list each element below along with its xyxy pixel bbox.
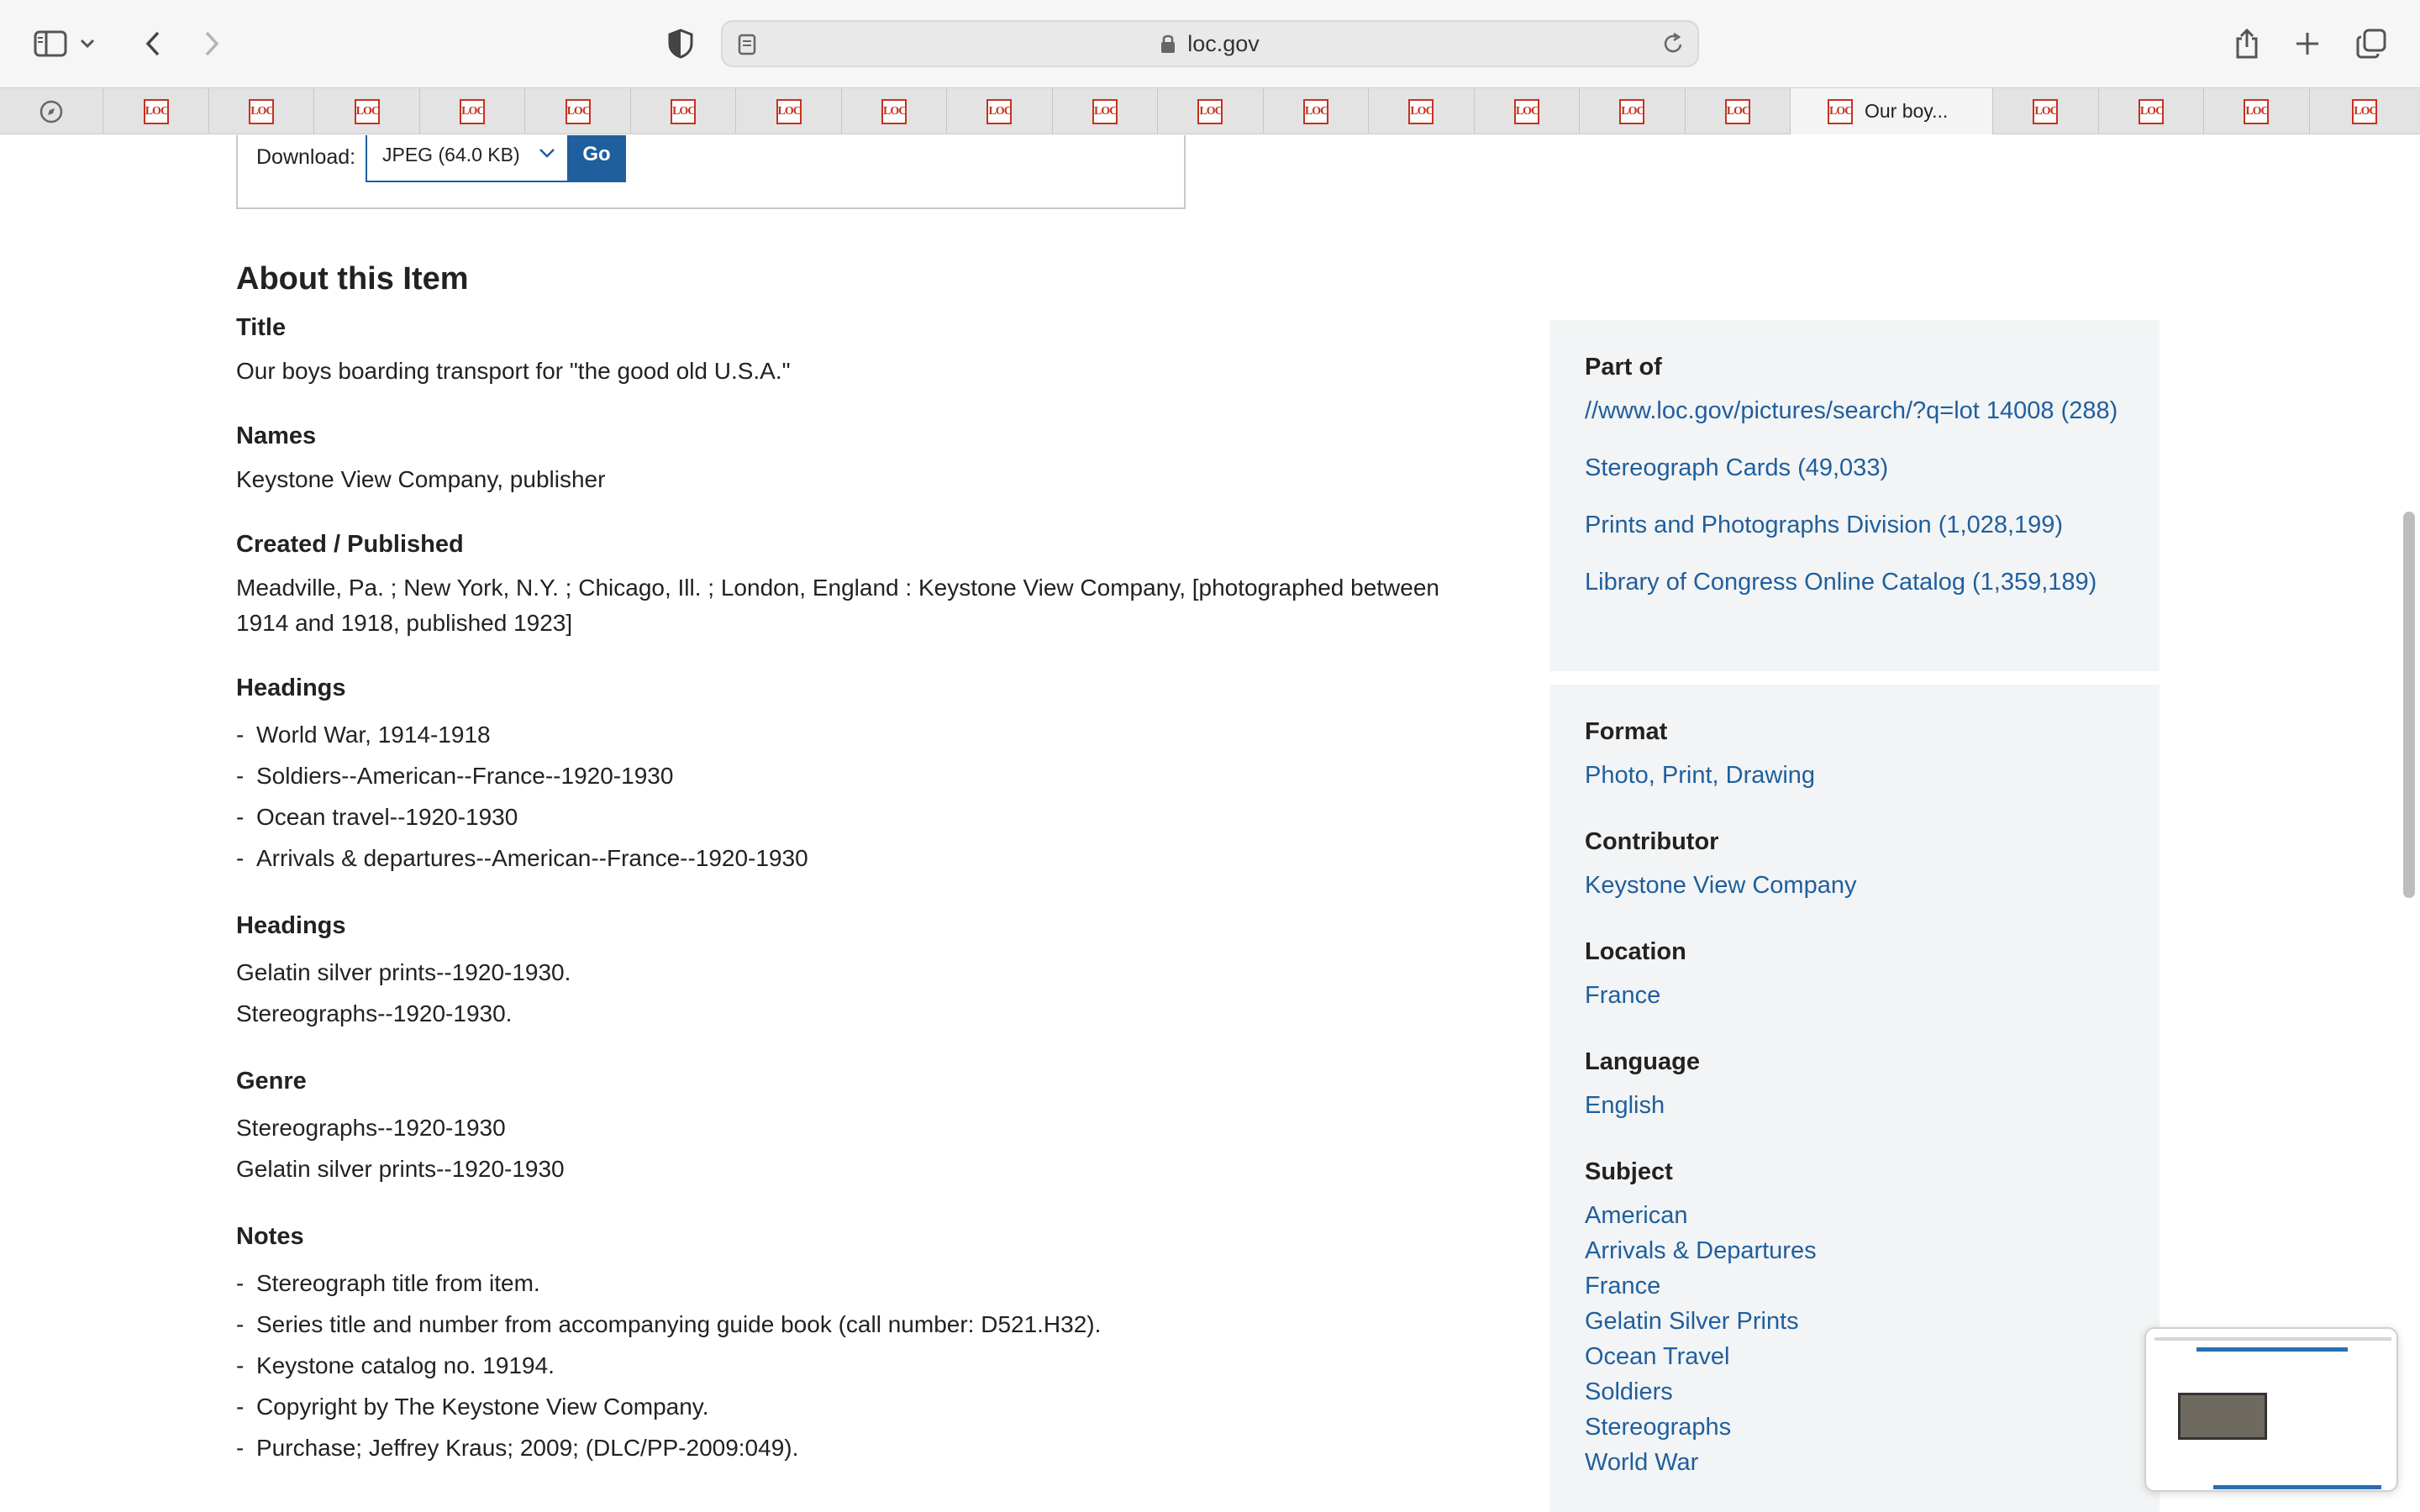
tab-loc[interactable]: [420, 88, 525, 134]
list-item: - Series title and number from accompanying guide book (call number: D521.H32).: [236, 1311, 1102, 1337]
tab-loc[interactable]: [103, 88, 208, 134]
compass-icon: [39, 100, 63, 123]
list-item: - Arrivals & departures--American--France--1920-1930: [236, 845, 808, 871]
list-item: - Copyright by The Keystone View Company.: [236, 1394, 709, 1420]
facet-label: Format: [1585, 718, 1668, 745]
subject-link[interactable]: Ocean Travel: [1585, 1343, 1730, 1370]
privacy-report-button[interactable]: [655, 20, 706, 67]
reload-icon[interactable]: [1662, 32, 1684, 55]
subject-link[interactable]: Stereographs: [1585, 1414, 1732, 1441]
tab-loc[interactable]: [1580, 88, 1685, 134]
loc-favicon-icon: LOC: [460, 99, 485, 124]
loc-favicon-icon: LOC: [1303, 99, 1328, 124]
facet-link[interactable]: Keystone View Company: [1585, 872, 1857, 899]
field-genre: [236, 1068, 1497, 1189]
field-notes: [236, 1223, 1497, 1468]
tab-loc[interactable]: [2204, 88, 2309, 134]
page-thumbnail-preview[interactable]: [2144, 1327, 2398, 1492]
share-button[interactable]: [2222, 20, 2272, 67]
chevron-down-icon: [539, 147, 555, 159]
facet-label: Language: [1585, 1048, 1700, 1075]
part-of-label: Part of: [1585, 354, 1662, 381]
facet-language: [1585, 1048, 2124, 1123]
subject-link[interactable]: Gelatin Silver Prints: [1585, 1308, 1799, 1335]
facets-panel: [1549, 685, 2160, 1512]
facet-link[interactable]: France: [1585, 982, 1661, 1009]
thumbnail-footer: [2213, 1485, 2381, 1489]
field-label: Created / Published: [236, 531, 464, 558]
loc-favicon-icon: LOC: [355, 99, 380, 124]
chevron-down-icon: [80, 39, 95, 49]
facet-link[interactable]: English: [1585, 1092, 1665, 1119]
tab-loc[interactable]: [1475, 88, 1580, 134]
tab-loc[interactable]: [736, 88, 841, 134]
field-value: Our boys boarding transport for "the good old U.S.A.": [236, 358, 791, 384]
tab-overview-button[interactable]: [2346, 20, 2396, 67]
loc-favicon-icon: LOC: [2244, 99, 2269, 124]
tab-loc[interactable]: [2310, 88, 2420, 134]
download-go-button[interactable]: Go: [567, 135, 626, 182]
loc-favicon-icon: LOC: [1514, 99, 1539, 124]
loc-favicon-icon: LOC: [1197, 99, 1223, 124]
field-value: Keystone View Company, publisher: [236, 466, 606, 492]
part-of-panel: [1549, 320, 2160, 671]
sidebar-icon: [34, 30, 67, 57]
chevron-left-icon: [145, 30, 161, 57]
tab-loc[interactable]: [525, 88, 630, 134]
field-value: Meadville, Pa. ; New York, N.Y. ; Chicago, Ill. ; London, England : Keystone View Company, [photographed between 1914 and 1918, published 1923]: [236, 575, 1439, 636]
lock-icon: [1160, 34, 1176, 54]
page-content: [0, 135, 2420, 1512]
loc-favicon-icon: LOC: [1725, 99, 1750, 124]
field-label: Names: [236, 423, 317, 449]
active-tab-title: Our boy...: [1864, 100, 1949, 122]
loc-favicon-icon: LOC: [1619, 99, 1644, 124]
loc-favicon-icon: LOC: [249, 99, 274, 124]
sidebar-toggle-button[interactable]: [25, 20, 76, 67]
tab-loc[interactable]: [842, 88, 947, 134]
tab-loc[interactable]: [314, 88, 419, 134]
loc-favicon-icon: LOC: [986, 99, 1012, 124]
plus-icon: [2295, 31, 2320, 56]
loc-favicon-icon: LOC: [1408, 99, 1434, 124]
part-of-link[interactable]: Stereograph Cards (49,033): [1585, 454, 1889, 481]
url-text: loc.gov: [1187, 30, 1260, 56]
field-headings: [236, 675, 1497, 879]
field-created-published: [236, 531, 1497, 641]
field-label: Genre: [236, 1068, 307, 1095]
tab-loc[interactable]: [1369, 88, 1474, 134]
subject-link[interactable]: American: [1585, 1202, 1688, 1229]
tab-loc[interactable]: [209, 88, 314, 134]
field-value: Gelatin silver prints--1920-1930: [236, 1156, 565, 1182]
subject-link[interactable]: Arrivals & Departures: [1585, 1237, 1817, 1264]
shield-icon: [668, 29, 693, 59]
facet-location: [1585, 938, 2124, 1013]
download-panel: [236, 135, 1186, 209]
tab-start-page[interactable]: [0, 88, 103, 134]
tab-active[interactable]: [1791, 88, 1993, 134]
download-label: Download:: [256, 145, 356, 169]
chevron-right-icon: [203, 30, 220, 57]
tab-loc[interactable]: [1264, 88, 1369, 134]
browser-toolbar: [0, 0, 2420, 87]
download-format-select[interactable]: [366, 135, 569, 182]
thumbnail-header: [2196, 1347, 2348, 1352]
tab-loc[interactable]: [2099, 88, 2204, 134]
field-value: Gelatin silver prints--1920-1930.: [236, 959, 571, 985]
loc-favicon-icon: LOC: [671, 99, 696, 124]
facet-label: Contributor: [1585, 828, 1719, 855]
loc-favicon-icon: LOC: [2139, 99, 2164, 124]
tab-loc[interactable]: [1993, 88, 2098, 134]
field-label: Headings: [236, 912, 346, 939]
download-format-value: JPEG (64.0 KB): [382, 143, 520, 165]
loc-favicon-icon: LOC: [1092, 99, 1118, 124]
loc-favicon-icon: LOC: [2352, 99, 2377, 124]
field-label: Notes: [236, 1223, 304, 1250]
subject-link[interactable]: Soldiers: [1585, 1378, 1673, 1405]
page-scrollbar[interactable]: [2403, 512, 2415, 898]
share-icon: [2234, 29, 2260, 59]
field-names: [236, 423, 1497, 497]
tab-group-dropdown[interactable]: [72, 20, 103, 67]
tab-loc[interactable]: [631, 88, 736, 134]
field-value: Stereographs--1920-1930: [236, 1115, 506, 1141]
facet-format: [1585, 718, 2124, 793]
tab-bar: [0, 87, 2420, 134]
field-label: Title: [236, 314, 287, 341]
loc-favicon-icon: LOC: [144, 99, 169, 124]
about-item-section: [236, 261, 1497, 1502]
facet-contributor: [1585, 828, 2124, 903]
tab-loc[interactable]: [947, 88, 1052, 134]
part-of-link[interactable]: //www.loc.gov/pictures/search/?q=lot 14008 (288): [1585, 397, 2118, 424]
back-button[interactable]: [128, 20, 178, 67]
loc-favicon-icon: LOC: [1828, 99, 1853, 124]
about-heading: About this Item: [236, 261, 469, 297]
list-item: - World War, 1914-1918: [236, 722, 491, 748]
facet-label: Location: [1585, 938, 1686, 965]
part-of-link[interactable]: Library of Congress Online Catalog (1,359,189): [1585, 569, 2097, 596]
field-value: Stereographs--1920-1930.: [236, 1000, 513, 1026]
part-of-link[interactable]: Prints and Photographs Division (1,028,199): [1585, 512, 2064, 538]
subject-link[interactable]: World War: [1585, 1449, 1699, 1476]
tab-loc[interactable]: [1158, 88, 1263, 134]
forward-button[interactable]: [187, 20, 237, 67]
tab-loc[interactable]: [1053, 88, 1158, 134]
field-headings-2: [236, 912, 1497, 1034]
loc-favicon-icon: LOC: [881, 99, 907, 124]
thumbnail-bar: [2154, 1337, 2391, 1341]
list-item: - Purchase; Jeffrey Kraus; 2009; (DLC/PP-2009:049).: [236, 1435, 799, 1461]
tab-loc[interactable]: [1686, 88, 1791, 134]
thumbnail-image: [2178, 1393, 2267, 1440]
field-label: Headings: [236, 675, 346, 701]
list-item: - Stereograph title from item.: [236, 1270, 540, 1296]
subject-link[interactable]: France: [1585, 1273, 1661, 1299]
loc-favicon-icon: LOC: [2033, 99, 2058, 124]
list-item: - Ocean travel--1920-1930: [236, 804, 518, 830]
facet-subject: [1585, 1158, 2124, 1480]
facet-link[interactable]: Photo, Print, Drawing: [1585, 762, 1816, 789]
loc-favicon-icon: LOC: [776, 99, 802, 124]
list-item: - Keystone catalog no. 19194.: [236, 1352, 555, 1378]
tabs-overview-icon: [2356, 29, 2386, 59]
address-bar[interactable]: [721, 20, 1699, 67]
list-item: - Soldiers--American--France--1920-1930: [236, 763, 674, 789]
facet-label: Subject: [1585, 1158, 1673, 1185]
loc-favicon-icon: LOC: [566, 99, 591, 124]
field-title: [236, 314, 1497, 389]
new-tab-button[interactable]: [2282, 20, 2333, 67]
